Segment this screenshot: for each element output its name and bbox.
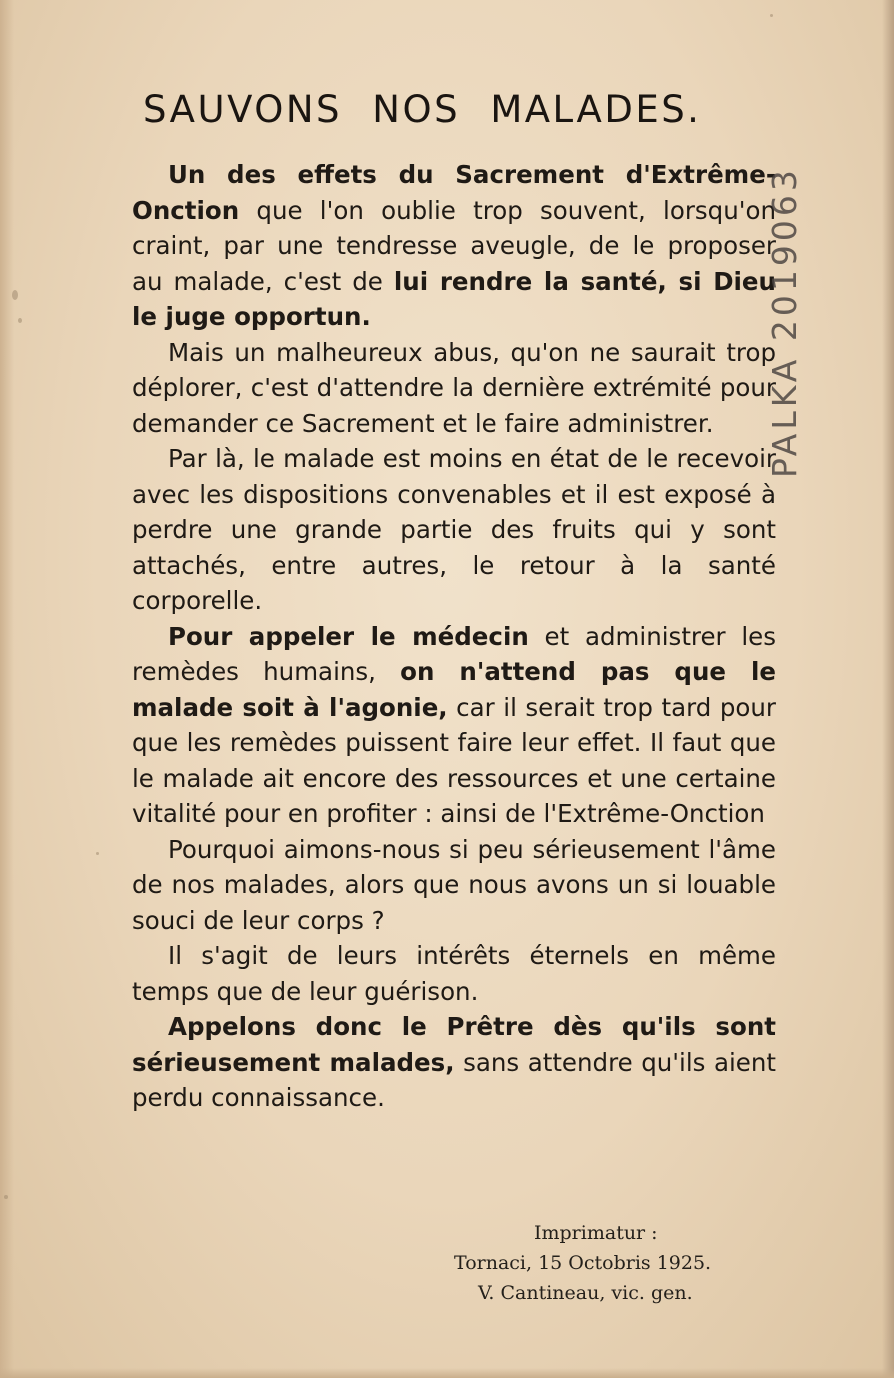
paragraph-segment: et administrer les remèdes humains, (132, 621, 776, 686)
imprimatur-place-date: Tornaci, 15 Octobris 1925. (454, 1252, 712, 1274)
card-edge-left (0, 0, 14, 1378)
paragraph-segment: car il serait trop tard pour que les remèdes puissent faire leur effet. Il faut que le malade ait encore des ressources et une certaine vitalité pour en profiter : ainsi de l'Extrême-Onction (132, 692, 777, 828)
card-edge-right (882, 0, 894, 1378)
paper-speck (770, 14, 773, 17)
paragraph (132, 1009, 776, 1116)
body-text (132, 157, 776, 1116)
paragraph (132, 938, 776, 1009)
imprimatur-author: V. Cantineau, vic. gen. (478, 1282, 693, 1304)
paragraph (132, 832, 776, 939)
imprimatur-block (440, 1218, 785, 1308)
paper-speck (96, 852, 99, 855)
page-title: SAUVONS NOS MALADES. (143, 88, 702, 131)
paragraph-segment: lui rendre la santé, si Dieu le juge opportun. (132, 266, 776, 331)
paragraph-segment: Pourquoi aimons-nous si peu sérieusement l'âme de nos malades, alors que nous avons un si louable souci de leur corps ? (132, 834, 776, 935)
paragraph-segment: Pour appeler le médecin (168, 621, 529, 651)
paper-speck (4, 1195, 8, 1199)
paper-speck (18, 318, 22, 323)
card-edge-bottom (0, 1368, 894, 1378)
paragraph-segment: Un des effets du Sacrement d'Extrême-Onction (132, 160, 776, 225)
paragraph (132, 335, 776, 442)
paragraph-segment: que l'on oublie trop souvent, lorsqu'on craint, par une tendresse aveugle, de le proposer au malade, c'est de (132, 195, 776, 296)
paragraph-segment: Mais un malheureux abus, qu'on ne saurait trop déplorer, c'est d'attendre la dernière extrémité pour demander ce Sacrement et le faire administrer. (132, 337, 776, 438)
handwritten-pencil-note: PALKA 2019063 (765, 166, 804, 478)
imprimatur-label: Imprimatur : (534, 1222, 658, 1244)
paragraph (132, 157, 776, 335)
paper-speck (12, 290, 18, 300)
paragraph-segment: Appelons donc le Prêtre dès qu'ils sont sérieusement malades, (132, 1012, 776, 1077)
paragraph (132, 619, 776, 832)
paragraph-segment: Par là, le malade est moins en état de le recevoir avec les dispositions convenables et il est exposé à perdre une grande partie des fruits qui y sont attachés, entre autres, le retour à la santé corporelle. (132, 444, 776, 615)
paragraph-segment: Il s'agit de leurs intérêts éternels en même temps que de leur guérison. (132, 941, 776, 1006)
paragraph-segment: on n'attend pas que le malade soit à l'agonie, (132, 657, 776, 722)
paragraph-segment: sans attendre qu'ils aient perdu connaissance. (132, 1047, 776, 1112)
paragraph (132, 441, 776, 619)
